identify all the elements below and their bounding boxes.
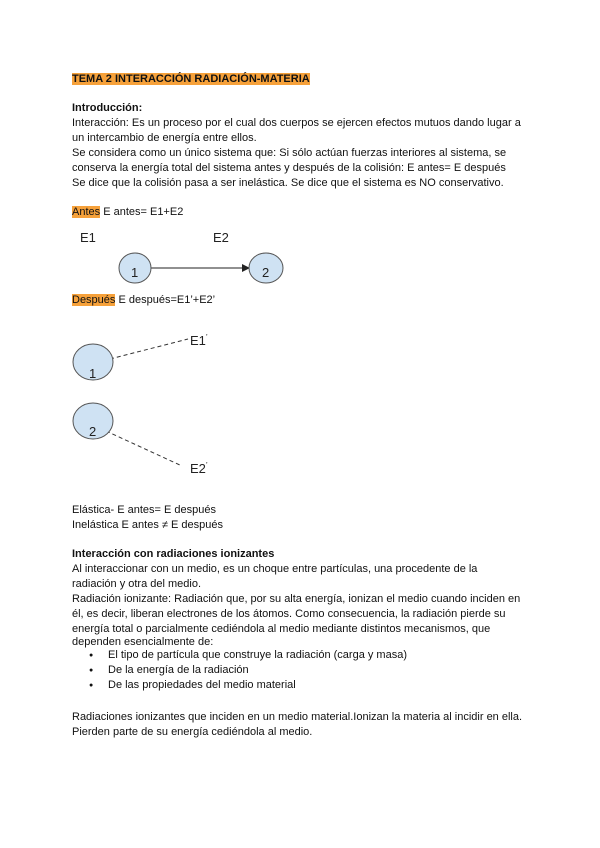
despues-formula: E después=E1’+E2’	[115, 294, 216, 306]
intro-line: conserva la energía total del sistema antes y después de la colisión: E antes= E después	[72, 162, 506, 174]
trajectory-2	[106, 431, 182, 466]
intro-line: un intercambio de energía entre ellos.	[72, 132, 257, 144]
ionizantes-line: él, es decir, liberan electrones de los átomos. Como consecuencia, la radiación pierde su	[72, 608, 506, 620]
inelastica-line: Inelástica E antes ≠ E después	[72, 519, 223, 531]
ionizantes-line: radiación y otra del medio.	[72, 578, 202, 590]
list-item: ● De las propiedades del medio material	[72, 678, 407, 693]
antes-tag: Antes	[72, 206, 101, 218]
closing-line: Radiaciones ionizantes que inciden en un medio material.Ionizan la materia al incidir en ella.	[72, 711, 523, 723]
particle-2-after-label: 2	[89, 424, 97, 439]
ionizantes-line: energía total o parcialmente cediéndola al medio mediante distintos mecanismos, que	[72, 623, 491, 635]
intro-line: Se dice que la colisión pasa a ser inelástica. Se dice que el sistema es NO conservativo.	[72, 177, 504, 189]
particle-2-label: 2	[262, 265, 270, 280]
closing-line: Pierden parte de su energía cediéndola al medio.	[72, 726, 313, 738]
label-e2-prime-base: E2	[190, 461, 206, 476]
label-e2-prime	[190, 461, 208, 476]
label-e2: E2	[213, 230, 229, 245]
factors-list	[72, 648, 407, 693]
elastica-line: Elástica- E antes= E después	[72, 504, 216, 516]
trajectory-1	[110, 339, 188, 359]
label-e1: E1	[80, 230, 96, 245]
label-e1-prime-mark: ’	[205, 333, 208, 342]
particle-1-after-label: 1	[89, 366, 97, 381]
ionizantes-line: Radiación ionizante: Radiación que, por su alta energía, ionizan el medio cuando inciden en	[72, 593, 521, 605]
list-item: ● El tipo de partícula que construye la radiación (carga y masa)	[72, 648, 407, 663]
ionizantes-heading: Interacción con radiaciones ionizantes	[72, 548, 275, 560]
intro-heading: Introducción:	[72, 102, 143, 114]
antes-formula: E antes= E1+E2	[100, 206, 184, 218]
title-highlight: TEMA 2 INTERACCIÓN RADIACIÓN-MATERIA	[72, 73, 310, 85]
particle-1-label: 1	[131, 265, 139, 280]
label-e1-prime-base: E1	[190, 333, 206, 348]
label-e1-prime	[190, 333, 208, 348]
intro-line: Se considera como un único sistema que: Si sólo actúan fuerzas interiores al sistema, se	[72, 147, 507, 159]
label-e2-prime-mark: ’	[205, 461, 208, 470]
intro-line: Interacción: Es un proceso por el cual dos cuerpos se ejercen efectos mutuos dando lugar a	[72, 117, 521, 129]
ionizantes-line: Al interaccionar con un medio, es un choque entre partículas, una procedente de la	[72, 563, 478, 575]
ionizantes-line: dependen esencialmente de:	[72, 636, 214, 648]
list-item: ● De la energía de la radiación	[72, 663, 407, 678]
despues-tag: Después	[72, 294, 116, 306]
